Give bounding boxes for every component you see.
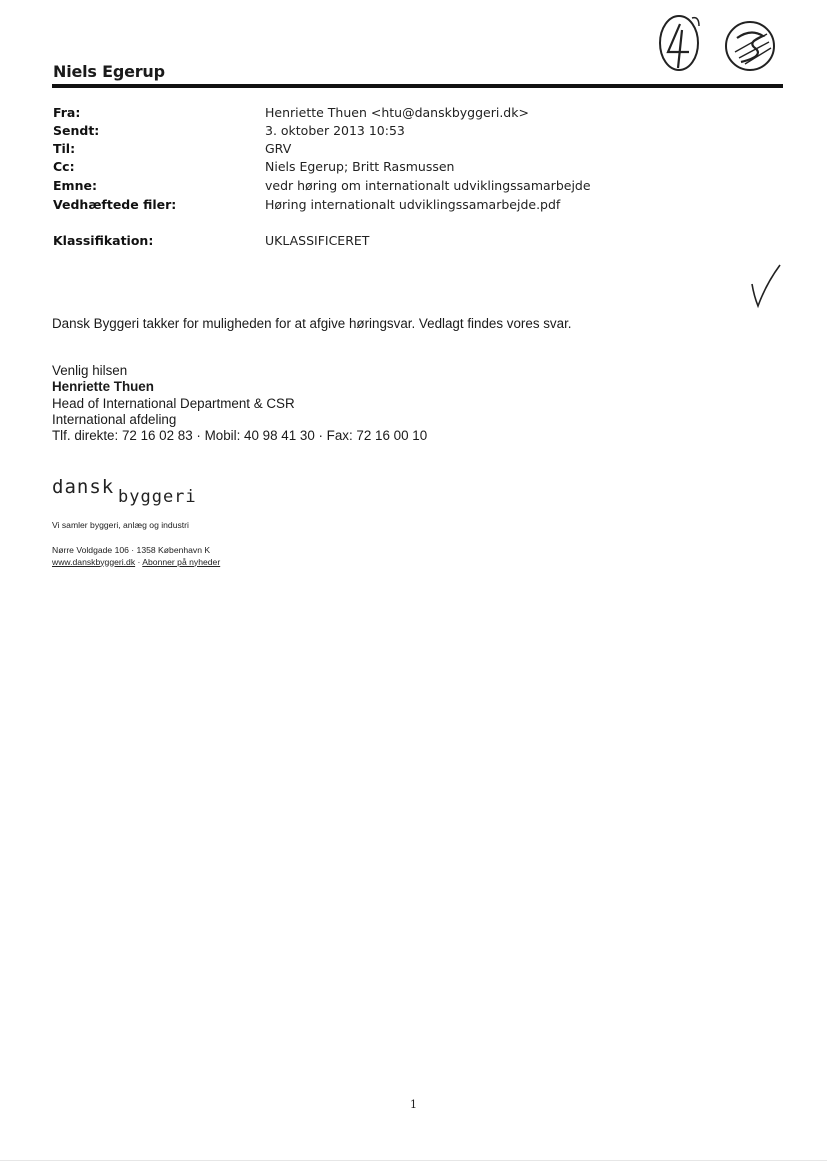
page-number: 1 [410,1098,417,1111]
signature-title: Head of International Department & CSR [52,396,295,411]
field-label-attachments: Vedhæftede filer: [53,197,177,212]
field-value-cc: Niels Egerup; Britt Rasmussen [265,159,455,174]
field-value-to: GRV [265,141,292,156]
website-link[interactable]: www.danskbyggeri.dk [52,556,136,567]
handwritten-stamp-marks [655,12,785,76]
field-value-sent: 3. oktober 2013 10:53 [265,123,405,138]
field-value-classification: UKLASSIFICERET [265,233,370,248]
logo-word-dansk: dansk [52,476,115,498]
signature-greeting: Venlig hilsen [52,363,128,378]
scan-edge-line [0,1160,827,1161]
field-value-attachments: Høring internationalt udviklingssamarbejde.pdf [265,197,561,212]
field-label-sent: Sendt: [53,123,100,138]
field-label-to: Til: [53,141,76,156]
logo-word-byggeri: byggeri [118,487,197,507]
signature-department: International afdeling [52,412,177,427]
field-value-subject: vedr høring om internationalt udviklingssamarbejde [265,178,591,193]
field-value-from: Henriette Thuen <htu@danskbyggeri.dk> [265,105,529,120]
newsletter-link[interactable]: Abonner på nyheder [142,556,221,567]
message-text: Dansk Byggeri takker for muligheden for at afgive høringsvar. Vedlagt findes vores svar. [52,316,572,331]
header-rule [52,84,783,88]
company-links [52,557,220,569]
company-address: Nørre Voldgade 106 · 1358 København K [52,545,211,555]
check-mark-icon [748,262,784,310]
company-tagline: Vi samler byggeri, anlæg og industri [52,520,189,530]
signature-phones: Tlf. direkte: 72 16 02 83 · Mobil: 40 98 41 30 · Fax: 72 16 00 10 [52,428,428,443]
link-separator: · [135,556,143,567]
signature-name: Henriette Thuen [52,379,154,394]
field-label-subject: Emne: [53,178,97,193]
field-label-classification: Klassifikation: [53,233,154,248]
field-label-cc: Cc: [53,159,75,174]
company-address-block [52,545,220,568]
field-label-from: Fra: [53,105,81,120]
mailbox-owner: Niels Egerup [53,62,165,81]
